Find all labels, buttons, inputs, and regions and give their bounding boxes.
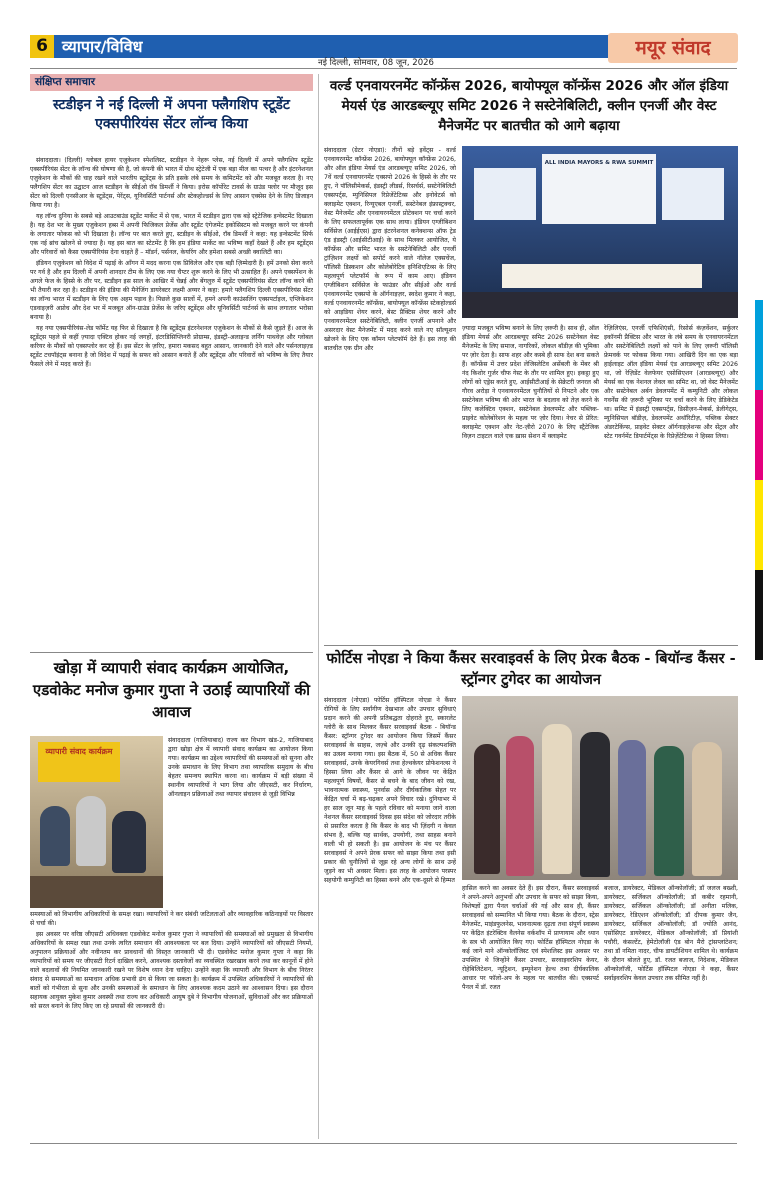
table [30, 876, 163, 908]
story1-paragraph: इंडियन एजुकेशन को विदेश में पढ़ाई के आँगन में मदद करना एक प्रिविलेज और एक बड़ी ज़िम्मेदारी है। हमें उनको सेवा करने पर गर्व है और हम दिल्ली में अपनी शानदार टीम के लिए एक नया चैप्टर शुरू करने के लिए भी उत्साहित हैं। अपने एक्सपेंशन के अगले फेज के हिस्से के तौर पर, स्टडीइन इस साल के आखिर में चेन्नई और बेंगलुरु में स्टूडेंट एक्सपीरियंस सेंटर लॉन्च करने की भी तैयारी कर रहा है। स्टडीइन की इंडिया की मैनेजिंग डायरेक्टर लक्ष्मी अय्यर ने कहा: हमारे फ्लैगशिप दिल्ली एक्सपीरियंस सेंटर का लॉन्च भारत में स्टडीइन के लिए एक अहम पड़ाव है। पिछले कुछ सालों में, हमने अपनी काउंसलिंग एक्सपर्टाइज, एप्लिकेशन एडवाइज़री अप्रोच और देश भर में मजबूत ऑन-ग्राउंड प्रेजेंस के जरिए स्टूडेंट्स और यूनिवर्सिटी पार्टनर्स के साथ लगातार भरोसा बनाया है। [30, 260, 313, 321]
story4-col2-text: हासिल करने का अवसर देते हैं। इस दौरान, कैंसर सरवाइवर्स ने अपने-अपने अनुभवों और उपचार के सफर को साझा किया, विशेषज्ञों द्वारा पैनल चर्चाओं की गई और साथ ही, कैंसर सरवाइवर्स को सम्मानित भी किया गया। बैठक के दौरान, स्ट्रेस मैनेजमेंट, माइंडफुलनेस, भावनात्मक दृढ़ता तथा संपूर्ण स्वास्थ्य पर केंद्रित इंटरेक्टिव वैलनेस वर्कशॉप में प्राणायाम और ध्यान के सत्र भी आयोजित किए गए। फोर्टिस हॉस्पिटल नोएडा के कई जाने माने ऑन्कोलॉजिस्ट एवं स्पेशलिस्ट इस अवसर पर उपस्थित थे जिन्होंने कैंसर उपचार, सरवाइवरशिप केयर, रोहेबिलिटेशन, न्यूट्रिशन, इम्यूनेशन हेल्थ तथा दीर्घकालिक आधार पर फॉलो-अप के महत्व पर बातचीत की। एक्सपर्ट पैनल में डॉ. रजत [462, 885, 599, 991]
story-divider [324, 645, 738, 646]
story4-col2 [462, 884, 599, 1137]
story4-headline: फोर्टिस नोएडा ने किया कैंसर सरवाइवर्स के लिए प्रेरक बैठक - बियॉन्ड कैंसर - स्ट्रॉन्गर टुगेदर का आयोजन [326, 651, 736, 688]
section-title: व्यापार/विविध [62, 37, 143, 56]
photo-banner: व्यापारी संवाद कार्यक्रम [38, 742, 120, 782]
stage-banner: ALL INDIA MAYORS & RWA SUMMIT [542, 154, 656, 224]
story2-paragraph: समस्याओं को विभागीय अधिकारियों के समक्ष रखा। व्यापारियों ने कर संबंधी जटिलताओं और व्यावहारिक कठिनाइयों पर विस्तार से चर्चा की। [30, 911, 313, 927]
color-bar [755, 300, 763, 390]
story1-headline: स्टडीइन ने नई दिल्ली में अपना फ्लैगशिप स्टूडेंट एक्सपीरियंस सेंटर लॉन्च किया [53, 97, 290, 132]
color-bar [755, 570, 763, 660]
sidebar-label: संक्षिप्त समाचार [30, 74, 313, 91]
color-bar [755, 390, 763, 480]
story1-body [30, 156, 313, 650]
story2-paragraph: इस अवसर पर वरिष्ठ जीएसटी अधिवक्ता एडवोकेट मनोज कुमार गुप्ता ने व्यापारियों की समस्याओं को प्रमुखता से विभागीय अधिकारियों के समक्ष रखा तथा उनके त्वरित समाधान की आवश्यकता पर बल दिया। उन्होंने व्यापारियों को जीएसटी नियमों, अनुपालन प्रक्रियाओं और नवीनतम कर प्रावधानों की विस्तृत जानकारी भी दी। एडवोकेट मनोज कुमार गुप्ता ने कहा कि व्यापारियों को समय पर जीएसटी रिटर्न दाखिल करने, आवश्यक दस्तावेजों का व्यवस्थित रखरखाव करने तथा कर कानूनों में होने वाले बदलावों की नियमित जानकारी रखने पर विशेष ध्यान देना चाहिए। उन्होंने कहा कि व्यापारी और विभाग के बीच निरंतर संवाद से समस्याओं का समाधान अधिक प्रभावी ढंग से किया जा सकता है। कार्यक्रम में उपस्थित अधिकारियों ने व्यापारियों की बातों को गंभीरता से सुना और उनकी समस्याओं के समाधान के लिए आवश्यक कदम उठाने का आश्वासन दिया। इस दौरान सहायक आयुक्त मुकेश कुमार अवस्थी तथा राज्य कर अधिकारी आयुष दुबे ने विभागीय योजनाओं, सुविधाओं और कर प्रक्रियाओं को सरल बनाने के लिए किए जा रहे प्रयासों की जानकारी दी। [30, 931, 313, 1010]
story3-headline: वर्ल्ड एनवायरनमेंट कॉन्फ्रेंस 2026, बायोफ्यूल कॉन्फ्रेंस 2026 और ऑल इंडिया मेयर्स एंड आरडब्ल्यूए समिट 2026 ने सस्टेनेबिलिटी, क्लीन एनर्जी और वेस्ट मैनेजमेंट पर बातचीत को आगे बढ़ाया [329, 78, 729, 134]
story3-col2-text: ज़्यादा मजबूत भविष्य बनाने के लिए ज़रूरी है। साथ ही, ऑल इंडिया मेयर्स और आरडब्ल्यूए समिट 2026 सस्टेनेबल वेस्ट मैनेजमेंट के लिए समाज, नागरिकों, लोकल बॉडीज़ की भूमिका पर ज़ोर देता है। साफ शहर और कस्बे ही साफ देश बना सकते हैं। कॉन्फ्रेंस में उत्तर प्रदेश लेजिस्लेटिव असेंबली के मेंबर श्री नंद किशोर गुर्जर चीफ गेस्ट के तौर पर शामिल हुए। इकट्ठा हुए लोगों को एड्रेस करते हुए, आईसीटीआई के सेक्रेटरी जनरल श्री गौरव अरोड़ा ने एनवायरनमेंटल चुनौतियों से निपटने और एक सस्टेनेबल भविष्य की ओर भारत के बदलाव को तेज़ करने के लिए कलेक्टिव एक्शन, सस्टेनेबल डेवलपमेंट और पब्लिक-प्राइवेट कोलेबोरेशन के महत्व पर ज़ोर दिया। नेचर से प्रेरित: क्लाइमेट एक्शन और नेट-ज़ीरो 2070 के लिए स्ट्रैटेजिक विज़न टाइटल वाले एक ख़ास सेशन में क्लाइमेट [462, 325, 599, 440]
header-rule [30, 68, 737, 69]
story3-col1-text: संवाददाता (ग्रेटर नोएडा): तीनों बड़े इवेंट्स - वर्ल्ड एनवायरनमेंट कॉन्फ्रेंस 2026, बायोफ्यूल कॉन्फ्रेंस 2026, और ऑल इंडिया मेयर्स एंड आरडब्ल्यूए समिट 2026, जो 7वें वर्ल्ड एनवायरनमेंट एक्सपो 2026 के हिस्से के तौर पर हुए, ने पॉलिसीमेकर्स, इंडस्ट्री लीडर्स, रिसर्चर्स, सस्टेनेबिलिटी एक्सपर्ट्स, म्युनिसिपल रिप्रेजेंटेटिव्स और इनोवेटर्स को क्लाइमेट एक्शन, रिन्यूएबल एनर्जी, सस्टेनेबल इंफ्रास्ट्रक्चर, वेस्ट मैनेजमेंट और एनवायरनमेंटल प्रोटेक्शन पर चर्चा करने के लिए सफलतापूर्वक एक साथ लाया। इंडियन एग्जीबिशन सर्विसेज (आईईएस) द्वारा इंटरनेशनल कनेक्शन्स ऑफ ट्रेड एंड इंडस्ट्री (आईसीटीआई) के साथ मिलकर आयोजित, ये कॉन्फ्रेंस और समिट भारत के सस्टेनेबिलिटी और एनर्जी ट्रांज़िशन लक्ष्यों को सपोर्ट करने वाले नॉलेज एक्सचेंज, पॉलिसी डिस्कशन और कोलेबोरेटिव इनिशिएटिव्स के लिए महत्वपूर्ण प्लेटफॉर्म के रूप में काम आए। इंडियन एग्जीबिशन सर्विसेज के फाउंडर और सीईओ और वर्ल्ड एनवायरनमेंट एक्सपो के ऑर्गनाइज़र, स्वदेश कुमार ने कहा, वर्ल्ड एनवायरनमेंट कॉन्फ्रेंस, बायोफ्यूल कॉन्फ्रेंस स्टेकहोल्डर्स को आइडिया शेयर करने, बेस्ट प्रैक्टिस शेयर करने और एनवायरनमेंटल सस्टेनेबिलिटी, क्लीन एनर्जी अपनाने और असरदार वेस्ट मैनेजमेंट में मदद करने वाले नए सॉल्यूशन खोजने के लिए एक कॉमन प्लेटफॉर्म देते हैं। इस तरह की बातचीत एक ग्रीन और [324, 147, 456, 352]
story-divider [30, 652, 313, 653]
dateline: नई दिल्ली, सोमवार, 08 जून, 2026 [318, 58, 434, 68]
person-silhouette [112, 811, 146, 873]
column-divider [318, 74, 319, 1139]
story1-paragraph: संवाददाता। (दिल्ली) ग्लोबल हायर एजुकेशन स्पेशलिस्ट, स्टडीइन ने नेहरू प्लेस, नई दिल्ली में अपने फ्लैगशिप स्टूडेंट एक्सपीरियंस सेंटर के लॉन्च की घोषणा की है, जो कंपनी की भारत में ग्रोथ स्ट्रेटेजी में एक बड़ा मील का पत्थर है और इंटरनेशनल एजुकेशन के मौकों की चाह रखने वाले भारतीय स्टूडेंट्स के प्रति इसके लंबे समय के कमिटमेंट को और मजबूत करता है। नए फ्लैगशिप सेंटर का उद्घाटन आज स्टडीइन के सीईओ रॉब डिमर्शी ने किया। इरोस कॉर्पोरेट टावर्स के ग्राउंड फ्लोर पर मौजूद इस सेंटर को दिल्ली एनसीआर के स्टूडेंट्स, पेरेंट्स, यूनिवर्सिटी पार्टनर्स और स्टेकहोल्डर्स के लिए आसान एक्सेस देने के लिए डिजाइन किया गया है। [30, 157, 313, 209]
story3-col2 [462, 324, 599, 642]
story1-paragraph: यह लॉन्च दुनिया के सबसे बड़े आउटबाउंड स्टूडेंट मार्केट में से एक, भारत में स्टडीइन द्वारा एक बड़े स्ट्रेटेजिक इन्वेस्टमेंट दिखाता है। यह देश भर के मुख्य एजुकेशन हब्स में अपनी फिजिकल प्रेजेंस और स्टूडेंट एंगेजमेंट इकोसिस्टम को मजबूत करने पर कंपनी के लगातार फोकस को भी दिखाता है। लॉन्च पर बात करते हुए, स्टडीइन के सीईओ, रॉब डिमर्शी ने कहा: यह इन्वेस्टमेंट सिर्फ एक नई ब्रांच खोलने से ज्यादा है। यह इस बात का स्टेटमेंट है कि हम इंडिया मार्केट का भविष्य कहाँ देखते हैं और हम स्टूडेंट्स और परिवारों को कैसा एक्सपीरियंस देना चाहते हैं – मॉडर्न, पर्सनल, केयरिंग और हमेशा सबसे अच्छी क्वालिटी का। [30, 213, 313, 256]
story2-side-text [168, 736, 313, 910]
person-silhouette [580, 732, 610, 877]
story4-photo [462, 696, 738, 880]
stage-table [502, 264, 702, 288]
story2-headline: खोड़ा में व्यापारी संवाद कार्यक्रम आयोजित, एडवोकेट मनोज कुमार गुप्ता ने उठाई व्यापारियों की आवाज [32, 659, 311, 721]
story3-col3-text: रेज़िलिएंस, एनर्जी एफिशिएंसी, रिसोर्स कंज़र्वेशन, सर्कुलर इकॉनमी प्रैक्टिस और भारत के लंबे समय के एनवायरनमेंटल और सस्टेनेबिलिटी लक्ष्यों को पाने के लिए ज़रूरी पॉलिसी फ्रेमवर्क पर फोकस किया गया। आखिरी दिन का एक बड़ा हाईलाइट ऑल इंडिया मेयर्स एंड आरडब्ल्यूए समिट 2026 था, जो रेज़िडेंट वेलफेयर एसोसिएशन (आरडब्ल्यूए) और मेयर्स का एक नेशनल लेवल का समिट था, जो वेस्ट मैनेजमेंट और सस्टेनेबल अर्बन डेवलपमेंट में कम्युनिटी और लोकल गवर्नेंस की ज़रूरी भूमिका पर चर्चा करने के लिए डेडिकेटेड था। समिट में इंडस्ट्री एक्सपर्ट्स, डिसीज़न-मेकर्स, डेलीगेट्स, म्युनिसिपल बॉडीज़, डेवलपमेंट अथॉरिटीज़, पब्लिक सेक्टर अंडरटेकिंग्स, प्राइवेट सेक्टर ऑर्गनाइज़ेशन्स और सेंट्रल और स्टेट गवर्नमेंट डिपार्टमेंट्स के रिप्रेज़ेंटेटिव्स ने हिस्सा लिया। [604, 325, 738, 440]
person-silhouette [506, 736, 534, 876]
person-silhouette [542, 724, 572, 874]
stage-screen [662, 168, 724, 220]
person-silhouette [618, 740, 646, 876]
audience [462, 292, 738, 318]
story3-col3 [604, 324, 738, 642]
person-silhouette [40, 806, 70, 866]
story1-paragraph: यह नया एक्सपीरियंस-लेड फॉर्मेट यह फिर से दिखाता है कि स्टूडेंट्स इंटरनेशनल एजुकेशन के मौकों से कैसे जुड़ते हैं। आज के स्टूडेंट्स पहले से कहीं ज़्यादा एक्टिव होकर नई जगहों, इंटरडिसिप्लिनरी प्रोग्राम्स, इंडस्ट्री-अलाइन्ड लर्निंग पाथवेज़ और ग्लोबल करियर के मौकों को एक्सप्लोर कर रहे हैं। इस सेंटर के ज़रिए, हमारा मकसद बहुत आसान, जानकारी देने वाले और पर्सनलाइज़्ड स्टूडेंट टचपॉइंट्स बनाना है जो विदेश में पढ़ाई के सफर को आसान बनाते हैं और स्टूडेंट्स और परिवारों को भविष्य के लिए तैयार फैसले लेने में मदद करते हैं। [30, 325, 313, 368]
story4-col1-text: संवाददाता (नोएडा) फोर्टिस हॉस्पिटल नोएडा ने कैंसर रोगियों के लिए सर्वांगीण देखभाल और उपचार सुविधाएं प्रदान करने की अपनी प्रतिबद्धता दोहराते हुए, स्कारलेट ग्लोरी के साथ मिलकर कैंसर सरवाइवर्स बैठक - बियॉन्ड कैंसर: स्ट्रॉन्गर टुगेदर का आयोजन किया जिसमें कैंसर सरवाइवर्स के साहस, जज़्बे और उनकी दृढ़ संकल्पशक्ति का उत्सव मनाया गया। इस बैठक में, 50 से अधिक कैंसर सरवाइवर्स, उनके केयरगिवर्स तथा हेल्थकेयर प्रोफेशनल्स ने हिस्सा लिया और कैंसर से आगे के जीवन पर केंद्रित महत्वपूर्ण विषयों, कैंसर से बचने के बाद जीवन को रख, भावनात्मक स्वास्थ्य, पुनर्वास और दीर्घकालिक सेहत पर केंद्रित चर्चा में बढ़-चढ़कर अपने विचार रखे। दुनियाभर में हर साल जून माह के पहले रविवार को मनाया जाने वाला नेशनल कैंसर सरवाइवर्स दिवस इस संदेश को जोरदार तरीके से प्रसारित करता है कि कैंसर के बाद भी ज़िंदगी न केवल संभव है, बल्कि यह सार्थक, उपयोगी, तथा साहस बनाने वाली भी हो सकती है। इस आयोजन के मंच पर कैंसर सरवाइवर्स ने अपने प्रेरक सफर को साझा किया तथा इसी प्रकार की चुनौतियों से जूझ रहे अन्य लोगों के साथ उन्हें जुड़ने का भी अवसर मिला। इस तरह के आयोजन परस्पर सहयोगी कम्युनिटी का हिस्सा बनने और एक-दूसरे से हिम्मत [324, 697, 456, 884]
story2-body [30, 910, 313, 1137]
person-silhouette [692, 742, 722, 876]
person-silhouette [474, 744, 500, 874]
story2-photo [30, 736, 163, 908]
color-bar [755, 480, 763, 570]
story4-col3-text: बजाज, डायरेक्टर, मेडिकल ऑन्कोलॉजी; डॉ जलज बख्शी, डायरेक्टर, सर्जिकल ऑन्कोलॉजी; डॉ कबीर रहमानी, डायरेक्टर, सर्जिकल ऑन्कोलॉजी; डॉ अनीता मलिक, डायरेक्टर, रेडिएशन ऑन्कोलॉजी; डॉ दीपक कुमार जैन, डायरेक्टर, सर्जिकल ऑन्कोलॉजी; डॉ ज्योति आनंद, एसोसिएट डायरेक्टर, मेडिकल ऑन्कोलॉजी; डॉ प्रियांशी पचौरी, कंसल्टेंट, हेमेटोलॉजी एंड बोन मैरो ट्रांसप्लांटेशन; तथा डॉ नमिता नादर, चीफ डायटीशियन शामिल थे। कार्यक्रम के दौरान बोलते हुए, डॉ. रजत बजाज, निदेशक, मेडिकल ऑन्कोलॉजी, फोर्टिस हॉस्पिटल नोएडा ने कहा, कैंसर सर्वाइवरशिप केवल उपचार तक सीमित नहीं है। [604, 885, 738, 982]
story4-col1 [324, 696, 456, 1137]
person-silhouette [76, 796, 106, 866]
story4-col3 [604, 884, 738, 1137]
bottom-rule [30, 1143, 737, 1144]
person-silhouette [654, 746, 684, 876]
story3-photo [462, 146, 738, 318]
page-number: 6 [30, 35, 54, 58]
stage-screen [474, 168, 536, 220]
story2-side-paragraph: संवाददाता (गाजियाबाद) राज्य कर विभाग खंड-2, गाजियाबाद द्वारा खोड़ा क्षेत्र में व्यापारी संवाद कार्यक्रम का आयोजन किया गया। कार्यक्रम का उद्देश्य व्यापारियों की समस्याओं को सुनना और उनके समाधान के लिए विभाग तथा व्यापारिक समुदाय के बीच बेहतर समन्वय स्थापित करना था। कार्यक्रम में बड़ी संख्या में स्थानीय व्यापारियों ने भाग लिया और जीएसटी, कर निर्धारण, ऑनलाइन प्रक्रियाओं तथा व्यापार संचालन से जुड़ी विभिन्न [168, 737, 313, 798]
masthead: मयूर संवाद [608, 33, 738, 63]
story3-col1 [324, 146, 456, 642]
